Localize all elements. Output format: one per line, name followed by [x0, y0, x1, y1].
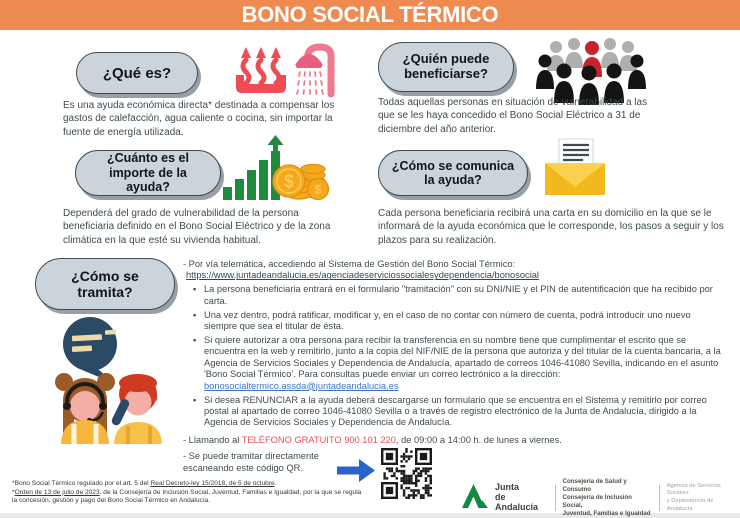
tramita-text-block [183, 259, 726, 503]
bullet-dot: • [193, 284, 197, 295]
section-pill-tramita [35, 258, 175, 310]
quien-body: Todas aquellas personas en situación de vulnerabilidad a las que se les haya concedido el Bono Social Eléctrico a 31 de diciembre del año anterior. [378, 97, 648, 135]
comunica-body: Cada persona beneficiaria recibirá una carta en su domicilio en la que se le informará de la ayuda económica que le corresponde, los pasos a seguir y los plazos para su realización. [378, 208, 724, 246]
bullet-dot: • [193, 394, 197, 405]
qr-code [381, 448, 432, 502]
svg-text:$: $ [314, 182, 322, 197]
consejeria-names: Consejería de Salud y Consumo Consejería de Inclusión Social, Juventud, Familias e Igualdad [562, 478, 651, 518]
section-pill-comunica [378, 150, 528, 196]
footnote-2: *Orden de 13 de julio de 2023, de la Consejería de Inclusión Social, Juventud, Familias e Igualdad, por la que se regula la concesión, gestión y pago del Bono Social Térmico en Andalucía. [12, 488, 362, 505]
decreto-link[interactable]: Real Decreto-ley 15/2018, de 5 de octubre [150, 480, 275, 487]
legal-footnotes [12, 480, 366, 506]
section-pill-quien [378, 42, 514, 92]
email-link[interactable]: bonosocialtermico.assda@juntadeandalucia.es [204, 380, 399, 391]
divider [555, 485, 556, 511]
bullet-dot: • [193, 309, 197, 320]
svg-text:$: $ [283, 171, 295, 192]
shower-icon [293, 40, 339, 103]
bullet-item: • Si desea RENUNCIAR a la ayuda deberá descargarse un formulario que se encuentra en el Sistema y remitirlo por correo postal al apartado de correo 1046-41080 Sevilla o a través de registro electrónico de la Junta de Andalucía, dirigido a la Agencia de Servicios Sociales y Dependencia de Andalucía. [193, 394, 707, 428]
phone-line: - Llamando al TELÉFONO GRATUITO 900 101 220, de 09:00 a 14:00 h. de lunes a viernes. [183, 434, 562, 445]
footer-brand [462, 478, 740, 518]
footnote-1: *Bono Social Térmico regulado por el art. 5 del Real Decreto-ley 15/2018, de 5 de octubre. [12, 480, 277, 487]
bono-social-url-link[interactable]: https://www.juntadeandalucia.es/agenciadeserviciossocialesydependencia/bonosocial [186, 270, 539, 281]
pill-label: ¿Qué es? [102, 64, 172, 82]
pill-label: ¿Cómo se comunica la ayuda? [391, 158, 515, 187]
bullet-item: • Una vez dentro, podrá ratificar, modificar y, en el caso de no contar con número de cuenta, podrá introducir uno nuevo siempre que sea el titular de ésta. [193, 309, 691, 332]
envelope-letter-icon [543, 137, 607, 204]
orden-link[interactable]: Orden de 13 de julio de 2023 [14, 488, 100, 496]
section-pill-que-es [76, 52, 198, 94]
tramita-intro: - Por vía telemática, accediendo al Sistema de Gestión del Bono Social Térmico: [183, 259, 516, 269]
tramita-bullets [193, 284, 726, 429]
bar-chart-coins-icon [221, 135, 329, 206]
junta-brand-name: Junta de Andalucía [495, 482, 539, 513]
call-center-illustration [36, 316, 178, 449]
qr-caption: - Se puede tramitar directamente escaneando este código QR. [183, 451, 319, 473]
junta-andalucia-logo-icon [462, 484, 488, 513]
page-header [0, 0, 740, 30]
agencia-name: Agencia de Servicios Sociales y Dependencia de Andalucía [666, 482, 721, 512]
pill-label: ¿Cómo se tramita? [71, 267, 139, 300]
cuanto-body: Dependerá del grado de vulnerabilidad de la persona beneficiaria definido en el Bono Social Eléctrico y de la zona climática en la que esté su vivienda habitual. [63, 208, 331, 246]
pill-label: ¿Quién puede beneficiarse? [402, 51, 490, 81]
bullet-item: • La persona beneficiaria entrará en el formulario "tramitación" con su DNI/NIE y el PIN de autentificación que ha recibido por carta. [193, 284, 713, 306]
section-pill-cuanto [75, 150, 221, 196]
bullet-dot: • [193, 335, 197, 346]
heating-icon [233, 45, 289, 102]
que-es-body: Es una ayuda económica directa* destinada a compensar los gastos de calefacción, agua caliente o cocina, sin importar la fuente de energía utilizada. [63, 100, 335, 138]
divider [659, 485, 660, 511]
pill-label: ¿Cuánto es el importe de la ayuda? [107, 151, 189, 195]
free-phone-number: TELÉFONO GRATUITO 900 101 220 [241, 434, 396, 445]
page-title: BONO SOCIAL TÉRMICO [241, 2, 499, 27]
bullet-item: • Si quiere autorizar a otra persona para recibir la transferencia en su nombre tiene que cumplimentar el escrito que se encuentra en la web y remitirlo, junto a la copia del NIF/NIE de la persona que autoriza y del titular de la cuenta bancaria, a la Agencia de Servicios Sociales y Dependencia de Andalucía, apartado de correos 1046-41080 Sevilla, indicando en el asunto 'Bono Social Térmico'. Para consultas puede enviar un correo lectrónico a la dirección: bonosocialtermico.assda@juntadeandalucia.es [193, 335, 721, 391]
